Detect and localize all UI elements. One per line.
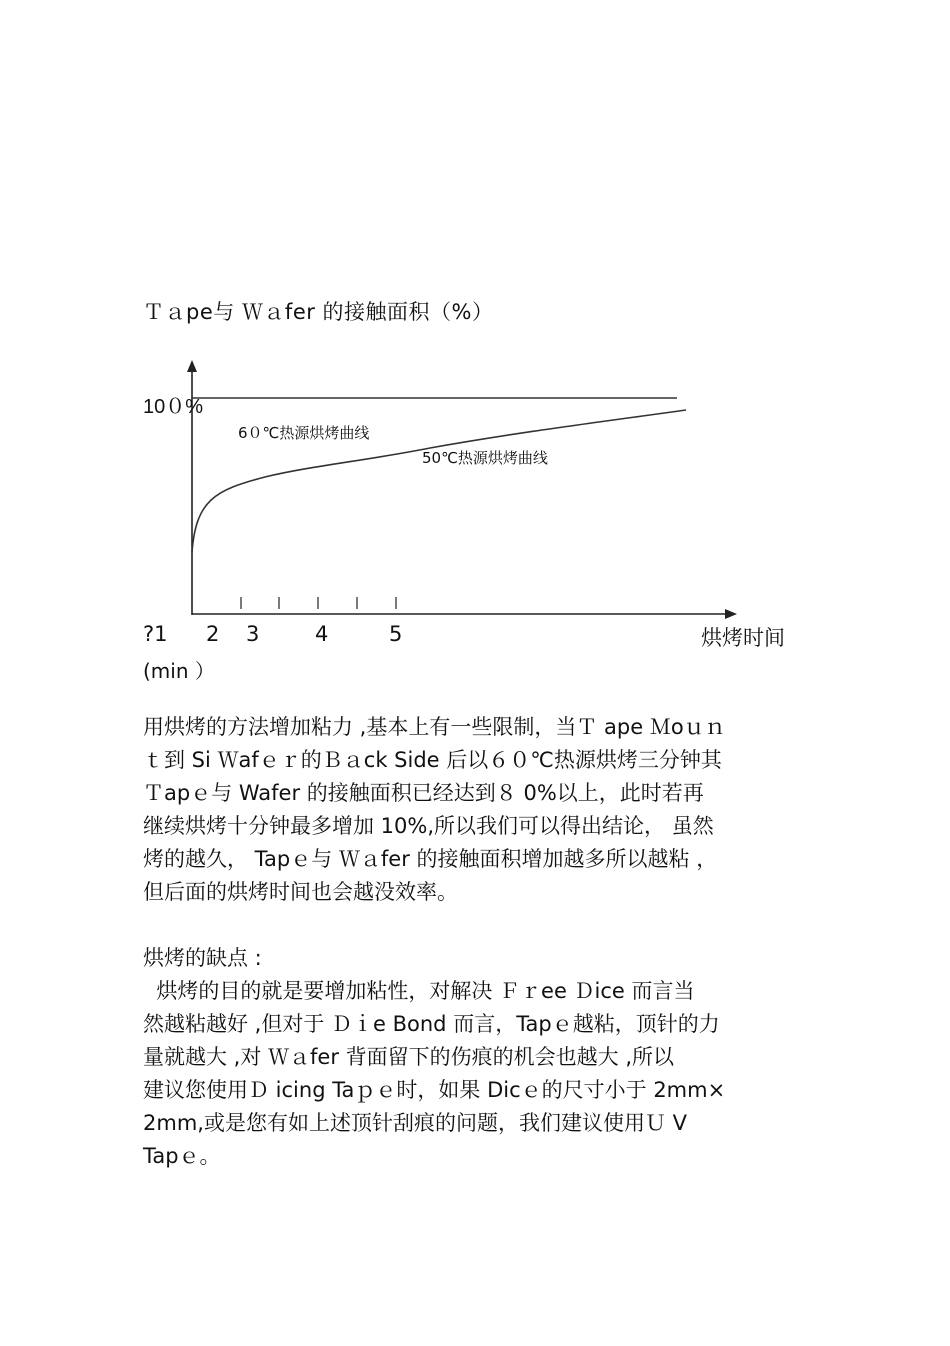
x-tick-label: ?1	[143, 622, 168, 646]
x-tick-label: 5	[389, 622, 403, 646]
x-axis-unit: (min ）	[143, 659, 215, 683]
text-line: 2mm,或是您有如上述顶针刮痕的问题，我们建议使用Ｕ V	[143, 1111, 687, 1135]
x-axis-label: 烘烤时间	[701, 626, 785, 650]
text-line: 但后面的烘烤时间也会越没效率。	[143, 880, 458, 904]
x-axis-arrow	[725, 609, 737, 619]
y-axis-arrow	[187, 360, 197, 372]
x-tick-label: 4	[315, 622, 329, 646]
series-60c-label: 6０℃热源烘烤曲线	[238, 424, 370, 442]
x-tick-label: 3	[246, 622, 260, 646]
text-line: ｔ到 Si Ｗafｅｒ的Ｂａck Side 后以６０℃热源烘烤三分钟其	[143, 748, 722, 772]
text-line: 然越粘越好 ,但对于 Ｄｉe Bond 而言，Tapｅ越粘，顶针的力	[143, 1012, 720, 1036]
text-line: Ｔapｅ与 Wafer 的接触面积已经达到８ 0%以上，此时若再	[143, 781, 704, 805]
chart-caption: Ｔａpe与 Ｗａfer 的接触面积（%）	[143, 300, 494, 324]
text-line: 烘烤的目的就是要增加粘性，对解决 Ｆｒee Ｄice 而言当	[143, 979, 695, 1003]
text-line: 继续烘烤十分钟最多增加 10%,所以我们可以得出结论， 虽然	[143, 814, 714, 838]
text-line: 用烘烤的方法增加粘力 ,基本上有一些限制，当Ｔ ape Ｍoｕｎ	[143, 715, 726, 739]
text-line: 量就越大 ,对 Ｗａfer 背面留下的伤痕的机会也越大 ,所以	[143, 1045, 674, 1069]
text-line: Tapｅ。	[143, 1144, 221, 1168]
section-heading: 烘烤的缺点 :	[143, 946, 262, 970]
text-line: 建议您使用Ｄ icing Taｐｅ时，如果 Dicｅ的尺寸小于 2mm×	[143, 1078, 726, 1102]
paragraph-baking-drawbacks	[143, 975, 813, 1173]
text-line: 烤的越久， Tapｅ与 Ｗａfer 的接触面积增加越多所以越粘 ，	[143, 847, 718, 871]
paragraph-baking-limits	[143, 711, 813, 909]
y-tick-label-100: 10０%	[143, 396, 204, 418]
x-tick-label: 2	[206, 622, 220, 646]
series-50c-label: 50℃热源烘烤曲线	[422, 449, 548, 467]
